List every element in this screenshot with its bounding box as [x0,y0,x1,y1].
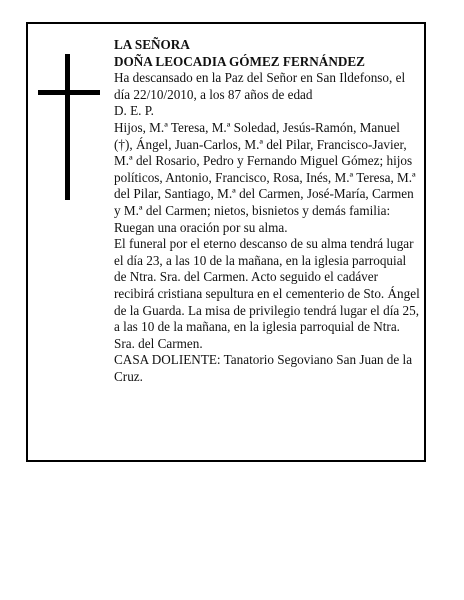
cross-horizontal-bar [38,90,100,95]
cross-icon [38,54,100,200]
cross-vertical-bar [65,54,70,200]
family-text: Hijos, M.ª Teresa, M.ª Soledad, Jesús-Ramón, Manuel (†), Ángel, Juan-Carlos, M.ª del Pilar, Francisco-Javier, M.ª del Rosario, Pedro y Fernando Miguel Gómez; hijos políticos, Antonio, Francisco, Rosa, Inés, M.ª Teresa, M.ª del Pilar, Santiago, M.ª del Carmen, José-María, Carmen y M.ª del Carmen; nietos, bisnietos y demás familia: [114,119,416,218]
deceased-name: DOÑA LEOCADIA GÓMEZ FERNÁNDEZ [114,53,365,69]
casa-doliente-text: CASA DOLIENTE: Tanatorio Segoviano San Juan de la Cruz. [114,352,413,384]
obituary-notice [26,22,426,462]
title-line-1: LA SEÑORA [114,37,190,52]
prayer-text: Ruegan una oración por su alma. [114,219,288,235]
dep-text: D. E. P. [114,103,154,119]
intro-text: Ha descansado en la Paz del Señor en San Ildefonso, el día 22/10/2010, a los 87 años de edad [114,70,406,102]
obituary-content [114,37,420,385]
funeral-text: El funeral por el eterno descanso de su alma tendrá lugar el día 23, a las 10 de la mañana, en la iglesia parroquial de Ntra. Sra. del Carmen. Acto seguido el cadáver recibirá cristiana sepultura en el cementerio de Sto. Ángel de la Guarda. La misa de privilegio tendrá lugar el día 25, a las 10 de la mañana, en la iglesia parroquial de Ntra. Sra. del Carmen. [114,236,420,351]
